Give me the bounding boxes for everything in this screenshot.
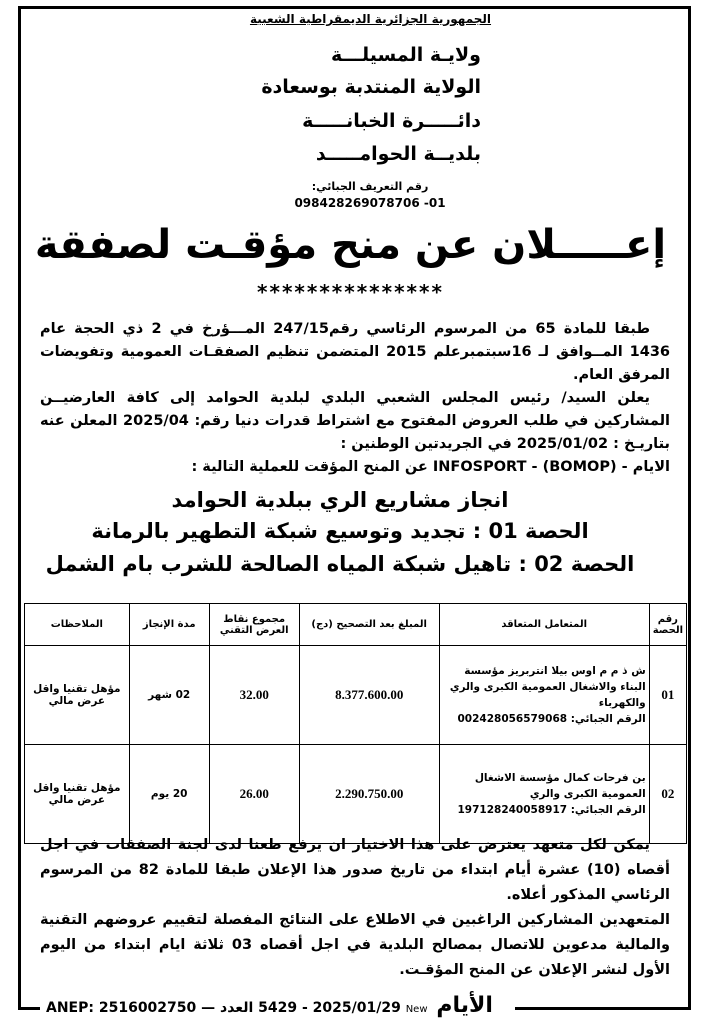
wilaya: ولايـة المسيلـــة	[331, 44, 481, 66]
announcement-title: إعـــــلان عن منح مؤقـت لصفقة	[34, 222, 667, 268]
notes: مؤهل تقنيا واقل عرض مالي	[25, 745, 130, 844]
results-table	[24, 603, 687, 844]
col-supplier: المتعامل المتعاقد	[439, 604, 649, 646]
col-duration: مدة الإنجاز	[129, 604, 209, 646]
col-score: مجموع نقاط العرض التقني	[209, 604, 299, 646]
anep-number: ANEP: 2516002750	[46, 1000, 197, 1016]
republic-heading: الجمهورية الجزائرية الديمقراطية الشعبية	[249, 12, 492, 26]
score: 26.00	[209, 745, 299, 844]
dash: —	[201, 1000, 216, 1016]
border-bottom-left	[18, 1007, 40, 1010]
tax-label: رقم التعريف الجبائي:	[311, 180, 429, 193]
supplier-cell	[439, 745, 649, 844]
lot-number: 02	[649, 745, 686, 844]
amount: 8.377.600.00	[299, 646, 439, 745]
table-header-row	[25, 604, 687, 646]
closing-text	[40, 833, 670, 983]
amount: 2.290.750.00	[299, 745, 439, 844]
lot-2: الحصة 02 : تاهيل شبكة المياه الصالحة للشرب بام الشمل	[45, 552, 635, 576]
border-bottom-right	[515, 1007, 691, 1010]
intro-text	[40, 318, 670, 479]
duration: 02 شهر	[129, 646, 209, 745]
supplier-tax-id: الرقم الجبائي: 002428056579068	[457, 713, 646, 725]
duration: 20 يوم	[129, 745, 209, 844]
daira: دائـــــرة الخبانـــــة	[302, 110, 481, 132]
commune: بلديــة الحوامـــــد	[315, 143, 481, 165]
lot-1: الحصة 01 : تجديد وتوسيع شبكة التطهير بالرمانة	[91, 519, 589, 543]
closing-paragraph: يمكن لكل متعهد يعترض على هذا الاختيار ان يرفع طعنا لدى لجنة الصفقات في اجل أقصاه (10) عشرة أيام ابتداء من تاريخ صدور هذا الإعلان طبقا للمادة 82 من المرسوم الرئاسي المذكور أعلاه.	[40, 837, 671, 903]
col-amount: المبلغ بعد التصحيح (دج)	[299, 604, 439, 646]
newspaper-logo: الأيام	[432, 993, 497, 1018]
notes: مؤهل تقنيا واقل عرض مالي	[25, 646, 130, 745]
intro-paragraph: طبقا للمادة 65 من المرسوم الرئاسي رقم247/15 المـــؤرخ في 2 ذي الحجة عام 1436 المــوافق لـ 16سبتمبرعلم 2015 المتضمن تنظيم الصفقـات العمومية وتفويضات المرفق العام.	[40, 321, 671, 383]
intro-paragraph: يعلن السيد/ رئيس المجلس الشعبي البلدي لبلدية الحوامد إلى كافة العارضيــن المشاركين في طلب العروض المفتوح مع اشتراط قدرات دنيا رقم: 2025/04 المعلن عنه بتاريـخ : 2025/01/02 في الجريدتين الوطنين :	[40, 390, 670, 452]
footer	[40, 993, 503, 1018]
issue-info: 2025/01/29 - 5429 العدد	[220, 1000, 401, 1016]
supplier-name: ش ذ م م اوس بيلا انتربريز مؤسسة البناء والاشغال العمومية الكبرى والري والكهرباء	[449, 665, 646, 709]
supplier-tax-id: الرقم الجبائي: 197128240058917	[457, 804, 646, 816]
delegated-wilaya: الولاية المنتدبة بوسعادة	[261, 76, 481, 98]
table-row	[25, 646, 687, 745]
col-lot: رقم الحصة	[649, 604, 686, 646]
col-notes: الملاحظات	[25, 604, 130, 646]
new-label: New	[405, 1004, 428, 1015]
stars-divider: ***************	[257, 280, 444, 304]
closing-paragraph: المتعهدين المشاركين الراغبين في الاطلاع على النتائج المفصلة لتقييم عروضهم التقنية والمالية مدعوين للاتصال بمصالح البلدية في اجل أقصاه 03 ثلاثة ايام ابتداء من اليوم الأول لنشر الإعلان عن المنح المؤقـت.	[40, 912, 670, 978]
table-row	[25, 745, 687, 844]
score: 32.00	[209, 646, 299, 745]
supplier-cell	[439, 646, 649, 745]
operation-title: انجاز مشاريع الري ببلدية الحوامد	[171, 488, 509, 512]
supplier-name: بن فرحات كمال مؤسسة الاشغال العمومية الكبرى والري	[474, 772, 646, 800]
lot-number: 01	[649, 646, 686, 745]
tax-id: 098428269078706 -01	[294, 196, 446, 210]
intro-paragraph: الايام - INFOSPORT - (BOMOP) عن المنح المؤقت للعملية التالية :	[191, 459, 670, 475]
